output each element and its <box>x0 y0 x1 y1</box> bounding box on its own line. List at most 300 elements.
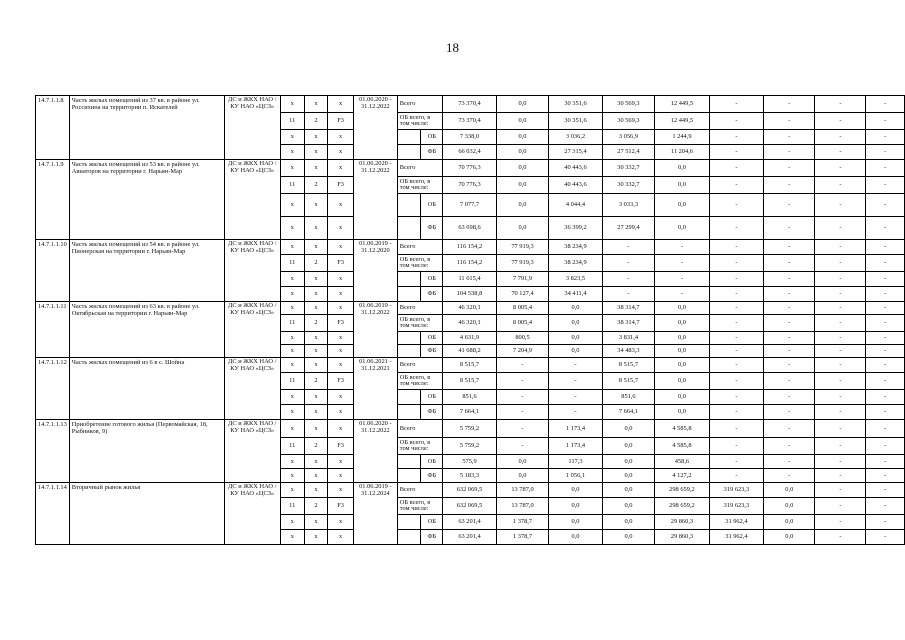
code-part-1: 11 <box>280 373 304 390</box>
amount-cell: - <box>764 420 815 438</box>
amount-cell: - <box>815 113 866 130</box>
amount-cell: - <box>764 469 815 483</box>
label-total: Всего <box>397 302 443 315</box>
amount-cell: 0,0 <box>496 96 548 113</box>
amount-cell: 632 069,5 <box>443 483 497 498</box>
amount-cell: - <box>496 373 548 390</box>
amount-cell: 63 201,4 <box>443 530 497 545</box>
amount-cell: 0,0 <box>549 483 602 498</box>
amount-cell: - <box>815 373 866 390</box>
code-part-1: х <box>280 345 304 358</box>
table-row <box>36 420 905 438</box>
row-code: 14.7.1.1.14 <box>36 483 70 545</box>
table-row <box>36 96 905 113</box>
amount-cell: 0,0 <box>655 390 710 405</box>
amount-cell: 0,0 <box>496 194 548 217</box>
row-responsible: ДС и ЖКХ НАО / КУ НАО «ЦСЗ» <box>224 483 280 545</box>
code-part-3: F3 <box>328 315 354 332</box>
amount-cell: - <box>815 358 866 373</box>
amount-cell: 0,0 <box>549 530 602 545</box>
amount-cell: - <box>764 255 815 272</box>
amount-cell: 0,0 <box>602 498 654 515</box>
code-part-3: х <box>328 160 354 177</box>
label-subtotal: ОБ всего, в том числе: <box>397 315 443 332</box>
amount-cell: 70 776,3 <box>443 160 497 177</box>
code-part-3: х <box>328 145 354 160</box>
amount-cell: 27 512,4 <box>602 145 654 160</box>
code-part-2: х <box>304 420 328 438</box>
amount-cell: - <box>866 438 905 455</box>
amount-cell: 0,0 <box>496 160 548 177</box>
amount-cell: 0,0 <box>764 515 815 530</box>
amount-cell: - <box>709 287 764 302</box>
amount-cell: 7 791,9 <box>496 272 548 287</box>
amount-cell: - <box>866 373 905 390</box>
amount-cell: 38 314,7 <box>602 302 654 315</box>
code-part-2: 2 <box>304 498 328 515</box>
amount-cell: 3 036,2 <box>549 130 602 145</box>
code-part-3: F3 <box>328 438 354 455</box>
amount-cell: - <box>764 160 815 177</box>
amount-cell: - <box>866 272 905 287</box>
amount-cell: 38 234,9 <box>549 240 602 255</box>
label-subtotal: ОБ всего, в том числе: <box>397 177 443 194</box>
amount-cell: 13 787,0 <box>496 498 548 515</box>
amount-cell: - <box>709 302 764 315</box>
row-code: 14.7.1.1.10 <box>36 240 70 302</box>
amount-cell: 1 056,1 <box>549 469 602 483</box>
amount-cell: 11 204,6 <box>655 145 710 160</box>
amount-cell: - <box>815 255 866 272</box>
row-name: Часть жилых помещений из 37 кв. в районе ул. Россихина на территории п. Искателей <box>69 96 224 160</box>
amount-cell: - <box>866 483 905 498</box>
code-part-1: х <box>280 483 304 498</box>
amount-cell: 30 332,7 <box>602 177 654 194</box>
amount-cell: - <box>815 390 866 405</box>
amount-cell: - <box>815 438 866 455</box>
amount-cell: - <box>709 455 764 469</box>
amount-cell: - <box>866 217 905 240</box>
code-part-1: 11 <box>280 113 304 130</box>
amount-cell: 0,0 <box>549 515 602 530</box>
amount-cell: 70 776,3 <box>443 177 497 194</box>
amount-cell: - <box>764 287 815 302</box>
amount-cell: 13 787,0 <box>496 483 548 498</box>
label-total: Всего <box>397 358 443 373</box>
amount-cell: 104 538,8 <box>443 287 497 302</box>
amount-cell: 851,6 <box>443 390 497 405</box>
funding-source: ОБ <box>421 272 443 287</box>
amount-cell: - <box>496 420 548 438</box>
code-part-2: х <box>304 455 328 469</box>
code-part-2: х <box>304 145 328 160</box>
amount-cell: - <box>866 130 905 145</box>
empty-cell <box>397 272 421 287</box>
code-part-1: х <box>280 287 304 302</box>
amount-cell: 7 664,1 <box>602 405 654 420</box>
amount-cell: 29 860,3 <box>655 515 710 530</box>
code-part-2: х <box>304 345 328 358</box>
amount-cell: - <box>815 420 866 438</box>
amount-cell: 298 659,2 <box>655 483 710 498</box>
code-part-1: х <box>280 530 304 545</box>
row-responsible: ДС и ЖКХ НАО / КУ НАО «ЦСЗ» <box>224 358 280 420</box>
amount-cell: 8 515,7 <box>602 358 654 373</box>
amount-cell: 8 515,7 <box>443 358 497 373</box>
amount-cell: 0,0 <box>764 483 815 498</box>
amount-cell: 851,6 <box>602 390 654 405</box>
amount-cell: - <box>866 390 905 405</box>
amount-cell: 4 585,8 <box>655 420 710 438</box>
code-part-2: х <box>304 390 328 405</box>
funding-source: ОБ <box>421 515 443 530</box>
amount-cell: 12 449,5 <box>655 96 710 113</box>
amount-cell: 30 351,6 <box>549 113 602 130</box>
code-part-1: 11 <box>280 498 304 515</box>
amount-cell: - <box>549 358 602 373</box>
amount-cell: 5 759,2 <box>443 438 497 455</box>
funding-source: ФБ <box>421 530 443 545</box>
row-name: Часть жилых помещений из 53 кв. в районе ул. Авиаторов на территории г. Нарьян-Мар <box>69 160 224 240</box>
amount-cell: 4 585,8 <box>655 438 710 455</box>
amount-cell: - <box>866 498 905 515</box>
amount-cell: 0,0 <box>655 373 710 390</box>
amount-cell: - <box>866 113 905 130</box>
amount-cell: 30 569,3 <box>602 96 654 113</box>
code-part-3: F3 <box>328 113 354 130</box>
code-part-1: х <box>280 455 304 469</box>
row-name: Часть жилых помещений из 54 кв. в районе ул. Пионерская на территории г. Нарьян-Мар <box>69 240 224 302</box>
code-part-2: х <box>304 530 328 545</box>
funding-source: ФБ <box>421 405 443 420</box>
amount-cell: 800,5 <box>496 332 548 345</box>
code-part-2: 2 <box>304 438 328 455</box>
amount-cell: 0,0 <box>496 217 548 240</box>
amount-cell: 30 569,3 <box>602 113 654 130</box>
amount-cell: - <box>764 345 815 358</box>
code-part-1: х <box>280 515 304 530</box>
amount-cell: 575,9 <box>443 455 497 469</box>
amount-cell: 319 623,3 <box>709 483 764 498</box>
amount-cell: 4 631,9 <box>443 332 497 345</box>
code-part-3: х <box>328 420 354 438</box>
amount-cell: - <box>496 405 548 420</box>
amount-cell: - <box>866 177 905 194</box>
amount-cell: - <box>866 145 905 160</box>
amount-cell: - <box>709 113 764 130</box>
row-code: 14.7.1.1.8 <box>36 96 70 160</box>
amount-cell: - <box>709 315 764 332</box>
amount-cell: 3 823,5 <box>549 272 602 287</box>
row-responsible: ДС и ЖКХ НАО / КУ НАО «ЦСЗ» <box>224 302 280 358</box>
amount-cell: - <box>602 272 654 287</box>
amount-cell: 66 032,4 <box>443 145 497 160</box>
code-part-1: х <box>280 217 304 240</box>
amount-cell: - <box>764 455 815 469</box>
amount-cell: 34 483,3 <box>602 345 654 358</box>
funding-source: ФБ <box>421 469 443 483</box>
amount-cell: - <box>815 145 866 160</box>
table-row <box>36 240 905 255</box>
amount-cell: - <box>866 302 905 315</box>
row-code: 14.7.1.1.12 <box>36 358 70 420</box>
code-part-3: х <box>328 455 354 469</box>
amount-cell: - <box>764 272 815 287</box>
row-code: 14.7.1.1.13 <box>36 420 70 483</box>
amount-cell: - <box>815 405 866 420</box>
amount-cell: 0,0 <box>655 302 710 315</box>
label-total: Всего <box>397 483 443 498</box>
row-name: Приобретение готового жилья (Первомайская, 18, Рыбников, 9) <box>69 420 224 483</box>
amount-cell: - <box>764 302 815 315</box>
amount-cell: - <box>815 272 866 287</box>
funding-source: ФБ <box>421 287 443 302</box>
amount-cell: - <box>709 332 764 345</box>
amount-cell: 27 315,4 <box>549 145 602 160</box>
code-part-2: х <box>304 217 328 240</box>
amount-cell: - <box>866 405 905 420</box>
code-part-1: х <box>280 358 304 373</box>
amount-cell: - <box>815 160 866 177</box>
amount-cell: - <box>764 96 815 113</box>
code-part-2: х <box>304 130 328 145</box>
label-subtotal: ОБ всего, в том числе: <box>397 438 443 455</box>
row-name: Вторичный рынок жилья <box>69 483 224 545</box>
amount-cell: 0,0 <box>655 315 710 332</box>
empty-cell <box>397 130 421 145</box>
code-part-2: х <box>304 240 328 255</box>
code-part-3: х <box>328 302 354 315</box>
amount-cell: 41 688,2 <box>443 345 497 358</box>
empty-cell <box>397 455 421 469</box>
label-subtotal: ОБ всего, в том числе: <box>397 373 443 390</box>
amount-cell: - <box>815 469 866 483</box>
amount-cell: 0,0 <box>549 498 602 515</box>
amount-cell: 31 962,4 <box>709 515 764 530</box>
row-period: 01.06.2020 - 31.12.2022 <box>353 160 397 240</box>
amount-cell: 0,0 <box>602 483 654 498</box>
amount-cell: 1 378,7 <box>496 530 548 545</box>
label-total: Всего <box>397 240 443 255</box>
amount-cell: 1 244,9 <box>655 130 710 145</box>
amount-cell: 77 919,3 <box>496 240 548 255</box>
code-part-2: х <box>304 96 328 113</box>
amount-cell: 0,0 <box>602 515 654 530</box>
amount-cell: - <box>815 217 866 240</box>
amount-cell: 1 378,7 <box>496 515 548 530</box>
amount-cell: - <box>764 373 815 390</box>
amount-cell: - <box>866 345 905 358</box>
amount-cell: 4 044,4 <box>549 194 602 217</box>
amount-cell: - <box>815 530 866 545</box>
amount-cell: 298 659,2 <box>655 498 710 515</box>
code-part-1: х <box>280 194 304 217</box>
amount-cell: 31 962,4 <box>709 530 764 545</box>
empty-cell <box>397 287 421 302</box>
amount-cell: 1 173,4 <box>549 420 602 438</box>
code-part-1: 11 <box>280 177 304 194</box>
amount-cell: - <box>709 177 764 194</box>
amount-cell: - <box>655 272 710 287</box>
amount-cell: - <box>866 160 905 177</box>
amount-cell: - <box>709 405 764 420</box>
amount-cell: - <box>709 390 764 405</box>
amount-cell: - <box>709 194 764 217</box>
amount-cell: - <box>764 217 815 240</box>
empty-cell <box>397 405 421 420</box>
amount-cell: 5 759,2 <box>443 420 497 438</box>
amount-cell: 0,0 <box>655 358 710 373</box>
amount-cell: - <box>866 255 905 272</box>
amount-cell: 40 443,6 <box>549 177 602 194</box>
code-part-3: х <box>328 358 354 373</box>
row-code: 14.7.1.1.9 <box>36 160 70 240</box>
amount-cell: - <box>866 455 905 469</box>
funding-source: ФБ <box>421 345 443 358</box>
label-subtotal: ОБ всего, в том числе: <box>397 113 443 130</box>
amount-cell: 319 623,3 <box>709 498 764 515</box>
amount-cell: - <box>549 373 602 390</box>
row-responsible: ДС и ЖКХ НАО / КУ НАО «ЦСЗ» <box>224 240 280 302</box>
amount-cell: 0,0 <box>602 438 654 455</box>
amount-cell: 0,0 <box>655 177 710 194</box>
code-part-1: х <box>280 130 304 145</box>
row-name: Часть жилых помещений из 63 кв. в районе ул. Октябрьская на территории г. Нарьян-Мар <box>69 302 224 358</box>
code-part-2: 2 <box>304 177 328 194</box>
code-part-1: х <box>280 160 304 177</box>
code-part-3: х <box>328 96 354 113</box>
code-part-2: х <box>304 272 328 287</box>
amount-cell: - <box>549 405 602 420</box>
amount-cell: 38 314,7 <box>602 315 654 332</box>
code-part-3: х <box>328 240 354 255</box>
amount-cell: - <box>815 315 866 332</box>
label-total: Всего <box>397 420 443 438</box>
amount-cell: - <box>866 287 905 302</box>
amount-cell: 3 056,9 <box>602 130 654 145</box>
code-part-2: х <box>304 469 328 483</box>
amount-cell: - <box>709 217 764 240</box>
amount-cell: - <box>496 390 548 405</box>
amount-cell: 38 234,9 <box>549 255 602 272</box>
amount-cell: - <box>815 498 866 515</box>
label-subtotal: ОБ всего, в том числе: <box>397 498 443 515</box>
budget-table <box>35 95 905 545</box>
amount-cell: - <box>815 483 866 498</box>
code-part-3: х <box>328 405 354 420</box>
label-total: Всего <box>397 160 443 177</box>
amount-cell: - <box>866 315 905 332</box>
amount-cell: - <box>709 96 764 113</box>
amount-cell: - <box>764 240 815 255</box>
amount-cell: - <box>764 315 815 332</box>
amount-cell: - <box>709 358 764 373</box>
amount-cell: 77 919,3 <box>496 255 548 272</box>
code-part-3: х <box>328 217 354 240</box>
amount-cell: 7 338,0 <box>443 130 497 145</box>
code-part-3: х <box>328 272 354 287</box>
funding-source: ФБ <box>421 145 443 160</box>
amount-cell: - <box>866 420 905 438</box>
amount-cell: - <box>602 255 654 272</box>
code-part-2: х <box>304 287 328 302</box>
amount-cell: - <box>815 302 866 315</box>
amount-cell: 30 351,6 <box>549 96 602 113</box>
row-period: 01.06.2021 - 31.12.2021 <box>353 358 397 420</box>
amount-cell: - <box>709 240 764 255</box>
amount-cell: - <box>866 358 905 373</box>
table-row <box>36 160 905 177</box>
code-part-3: х <box>328 515 354 530</box>
funding-source: ФБ <box>421 217 443 240</box>
amount-cell: - <box>866 515 905 530</box>
amount-cell: - <box>709 160 764 177</box>
amount-cell: 0,0 <box>496 130 548 145</box>
amount-cell: 0,0 <box>655 194 710 217</box>
code-part-2: х <box>304 302 328 315</box>
amount-cell: 116 154,2 <box>443 255 497 272</box>
code-part-3: х <box>328 530 354 545</box>
row-period: 01.06.2020 - 31.12.2022 <box>353 420 397 483</box>
row-responsible: ДС и ЖКХ НАО / КУ НАО «ЦСЗ» <box>224 420 280 483</box>
amount-cell: - <box>815 345 866 358</box>
code-part-2: 2 <box>304 315 328 332</box>
amount-cell: - <box>709 420 764 438</box>
amount-cell: - <box>866 240 905 255</box>
amount-cell: - <box>655 255 710 272</box>
amount-cell: - <box>709 130 764 145</box>
amount-cell: 4 127,2 <box>655 469 710 483</box>
amount-cell: 7 204,9 <box>496 345 548 358</box>
amount-cell: - <box>764 194 815 217</box>
code-part-3: х <box>328 332 354 345</box>
amount-cell: 0,0 <box>602 530 654 545</box>
amount-cell: 0,0 <box>496 113 548 130</box>
code-part-2: 2 <box>304 255 328 272</box>
amount-cell: - <box>815 194 866 217</box>
code-part-2: 2 <box>304 373 328 390</box>
code-part-2: х <box>304 160 328 177</box>
amount-cell: 36 399,2 <box>549 217 602 240</box>
amount-cell: 7 077,7 <box>443 194 497 217</box>
amount-cell: 63 698,6 <box>443 217 497 240</box>
row-period: 01.06.2020 - 31.12.2022 <box>353 96 397 160</box>
amount-cell: 0,0 <box>602 469 654 483</box>
amount-cell: - <box>709 272 764 287</box>
amount-cell: 73 370,4 <box>443 96 497 113</box>
code-part-3: F3 <box>328 498 354 515</box>
empty-cell <box>397 217 421 240</box>
amount-cell: 0,0 <box>655 160 710 177</box>
amount-cell: 0,0 <box>655 405 710 420</box>
amount-cell: - <box>866 469 905 483</box>
amount-cell: 27 299,4 <box>602 217 654 240</box>
amount-cell: 117,3 <box>549 455 602 469</box>
amount-cell: 70 127,4 <box>496 287 548 302</box>
amount-cell: - <box>709 345 764 358</box>
amount-cell: 0,0 <box>549 315 602 332</box>
amount-cell: 0,0 <box>655 332 710 345</box>
code-part-1: х <box>280 302 304 315</box>
amount-cell: - <box>602 240 654 255</box>
amount-cell: - <box>815 287 866 302</box>
amount-cell: - <box>764 358 815 373</box>
amount-cell: 3 033,3 <box>602 194 654 217</box>
amount-cell: - <box>866 530 905 545</box>
amount-cell: 116 154,2 <box>443 240 497 255</box>
amount-cell: 1 173,4 <box>549 438 602 455</box>
amount-cell: - <box>764 145 815 160</box>
